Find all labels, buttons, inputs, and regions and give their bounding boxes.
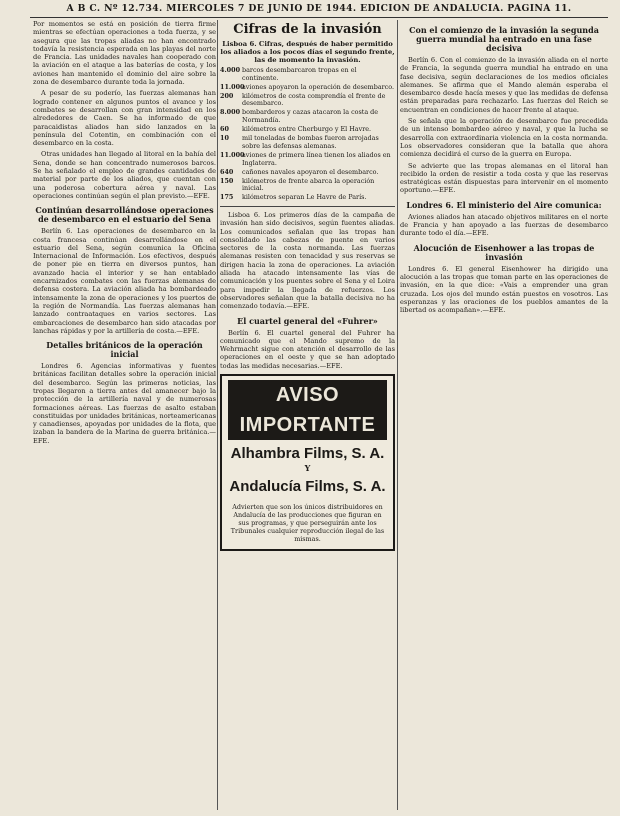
column-divider-2 [397,20,398,810]
article-paragraph: Otras unidades han llegado al litoral en la bahía del Sena, donde se han concentrado numerosos barcos. Se ha señalado el empleo de grandes cantidades de material por parte de los aliados, que cuentan con una poderosa cobertura aérea y naval. Las operaciones continúan según el plan previsto.—EFE. [33,150,216,200]
article-paragraph: Berlín 6. Las operaciones de desembarco en la costa francesa continúan desarrollándose en el estuario del Sena, según comunica la Oficina Internacional de Información. Los efectivos, después de poner pie en tierra en diversos puntos, han avanzado hacia el interior y se han entablado encarnizados combates con las fuerzas alemanas de defensa costera. La aviación aliada ha bombardeado intensamente la zona de operaciones y los puertos de la región de Normandía. Las fuerzas alemanas han lanzado contraataques en varios sectores. Las embarcaciones de desembarco han sido atacadas por lanchas rápidas y por la artillería de costa.—EFE. [33,227,216,335]
headline-british-details: Detalles británicos de la operación inicial [46,340,203,360]
headline-sena: Continúan desarrollándose operaciones de desembarco en el estuario del Sena [35,205,214,225]
fact-row: 4.000 barcos desembarcaron tropas en el continente. [220,66,357,82]
fact-row: 150 kilómetros de frente abarca la operación inicial. [220,176,375,193]
fact-row: 60 kilómetros entre Cherburgo y El Havre. [220,125,372,134]
article-paragraph: Berlín 6. Con el comienzo de la invasión aliada en el norte de Francia, la segunda guerra mundial ha entrado en una fase decisiva, según declaraciones de los medios oficiales alemanes. Se afirma que el Mando alemán esperaba el desembarco desde hacía meses y que las medidas de defensa están preparadas para rechazarlo. Las fuerzas del Reich se encuentran en condiciones de hacer frente al ataque. [400,56,608,114]
headline-eisenhower: Alocución de Eisenhower a las tropas de invasión [413,242,595,262]
column-1 [33,20,216,810]
article-paragraph: Se señala que la operación de desembarco fue precedida de un intenso bombardeo aéreo y naval, y que la lucha se desarrolla con extraordinaria violencia en la costa normanda. Los observadores consideran que la batalla que ahora comienza decidirá el curso de la guerra en Europa. [400,117,608,159]
article-paragraph: Londres 6. Agencias informativas y fuentes británicas facilitan detalles sobre la operación inicial del desembarco. Según las primeras noticias, las tropas llegaron a tierra antes del amanecer bajo la protección de la artillería naval y de numerosas formaciones aéreas. Las fuerzas de asalto estaban constituidas por unidades británicas, norteamericanas y canadienses, apoyadas por unidades de la flota, que izaban la bandera de la Marina de guerra británica.—EFE. [33,362,216,445]
ad-title: AVISO IMPORTANTE [228,380,387,440]
ad-conjunction: Y [304,463,311,474]
article-paragraph: Por momentos se está en posición de tierra firme mientras se efectúan operaciones a toda fuerza, y se asegura que las tropas aliadas no han encontrado todavía la resistencia esperada en las playas del norte de Francia. Las unidades navales han cooperado con la aviación en el ataque a las baterías de costa, y los aviones han mantenido el dominio del aire sobre la zona de desembarco durante toda la jornada. [33,20,216,87]
masthead-rule [30,17,608,18]
fact-row: 11.000 aviones apoyaron la operación de desembarco. [220,82,395,91]
fact-row: 200 kilómetros de costa comprendía el frente de desembarco. [220,91,386,108]
facts-list [220,67,395,202]
ad-body: Advierten que son los únicos distribuidores en Andalucía de las producciones que figuran en sus programas, y que perseguirán ante los Tribunales cualquier reproducción ilegal de las mismas. [230,503,385,544]
ad-company-2: Andalucía Films, S. A. [229,478,386,496]
column-divider-1 [217,20,218,810]
column-3 [400,20,608,810]
article-paragraph: Aviones aliados han atacado objetivos militares en el norte de Francia y han apoyado a las fuerzas de desembarco durante todo el día.—EFE. [400,212,608,238]
advertisement-box [220,374,395,551]
fact-row: 11.000 aviones de primera línea tienen los aliados en Inglaterra. [220,150,391,167]
fact-row: 175 kilómetros separan Le Havre de París. [220,193,367,202]
column-2 [220,20,395,810]
section-separator [220,206,395,207]
fact-row: 10 mil toneladas de bombas fueron arrojadas sobre las defensas alemanas. [220,134,379,150]
fact-row: 8.000 bombarderos y cazas atacaron la costa de Normandía. [220,108,379,125]
headline-fuhrer: El cuartel general del «Fuhrer» [237,315,378,326]
headline-cifras: Cifras de la invasión [233,22,382,37]
masthead: A B C. Nº 12.734. MIERCOLES 7 DE JUNIO DE 1944. EDICION DE ANDALUCIA. PAGINA 11. [66,3,572,14]
article-paragraph: Berlín 6. El cuartel general del Fuhrer ha comunicado que el Mando supremo de la Wehrmacht sigue con atención el desarrollo de las operaciones en el oeste y que se han adoptado todas las medidas necesarias.—EFE. [220,328,395,370]
article-paragraph: Se advierte que las tropas alemanas en el litoral han recibido la orden de resistir a toda costa y que las reservas estratégicas están dispuestas para intervenir en el momento oportuno.—EFE. [400,161,608,195]
cifras-intro: Lisboa 6. Cifras, después de haber permitido los aliados a los pocos días el segundo frente, las de momento la invasión. [220,40,395,64]
headline-ministerio-aire: Londres 6. El ministerio del Aire comunica: [406,199,602,210]
article-paragraph: Lisboa 6. Los primeros días de la campaña de invasión han sido decisivos, según fuentes aliadas. Los comunicados señalan que las tropas han consolidado las cabezas de puente en varios sectores de la costa normanda. Las fuerzas alemanas resisten con tenacidad y sus reservas se dirigen hacia la zona de operaciones. La aviación aliada ha atacado intensamente las vías de comunicación y los puentes sobre el Sena y el Loira para impedir la llegada de refuerzos. Los observadores señalan que la batalla decisiva no ha comenzado todavía.—EFE. [220,211,395,311]
article-paragraph: Londres 6. El general Eisenhower ha dirigido una alocución a las tropas que toman parte en las operaciones de invasión, en la que dice: «Vais a emprender una gran cruzada. Los ojos del mundo están puestos en vosotros. Las esperanzas y las oraciones de los pueblos amantes de la libertad os acompañan».—EFE. [400,264,608,315]
ad-company-1: Alhambra Films, S. A. [230,445,385,463]
fact-row: 640 cañones navales apoyaron el desembarco. [220,167,379,176]
headline-fase-decisiva: Con el comienzo de la invasión la segunda guerra mundial ha entrado en una fase decisiva [409,25,599,53]
article-paragraph: A pesar de su poderío, las fuerzas alemanas han logrado contener en algunos puntos el avance y los combates se desarrollan con gran intensidad en los alrededores de Caen. Se ha informado de que paracaidistas aliados han sido lanzados en la península del Cotentin, en combinación con el desembarco en la costa. [33,89,216,148]
